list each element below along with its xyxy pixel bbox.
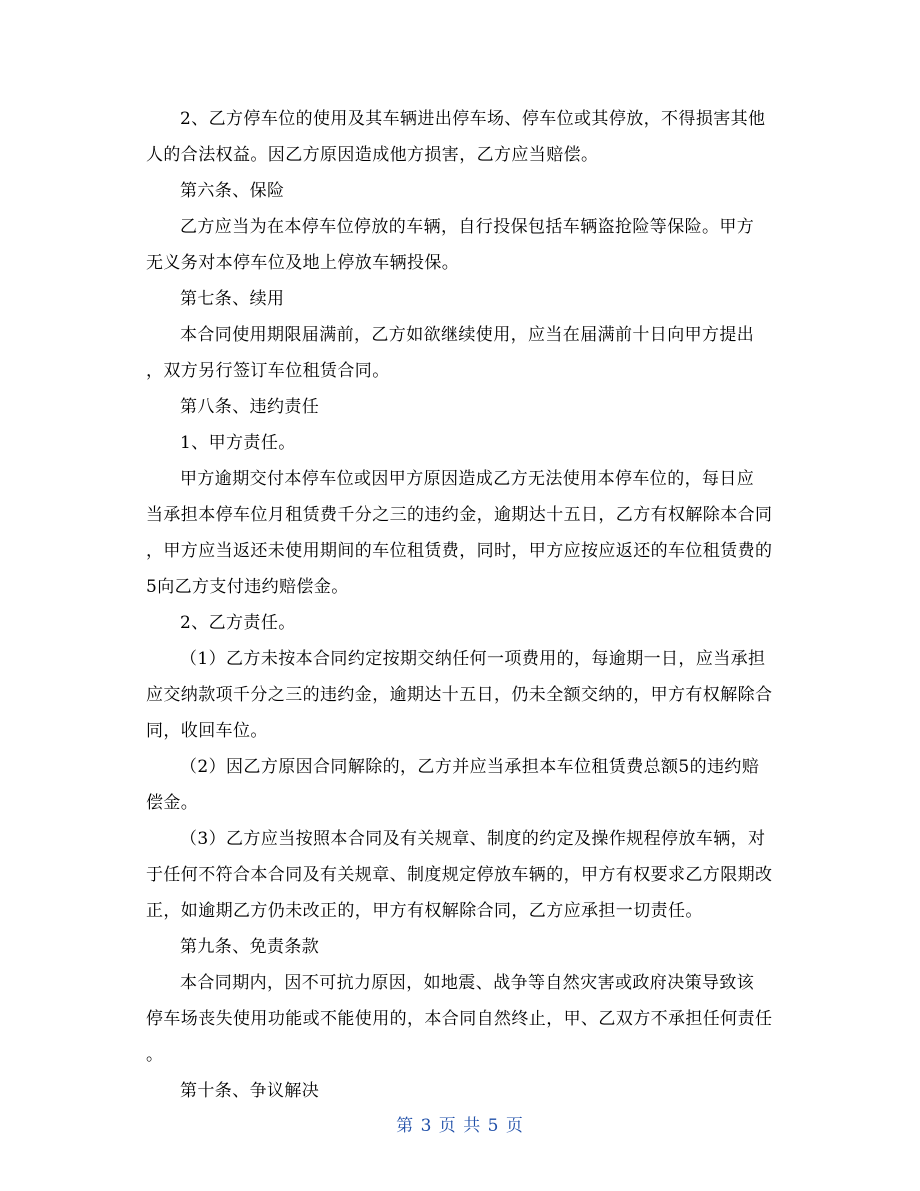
section-heading: 第六条、保险 xyxy=(180,181,285,201)
text-line: 偿金。 xyxy=(146,793,199,813)
text-line: ，双方另行签订车位租赁合同。 xyxy=(146,361,390,381)
text-line: 人的合法权益。因乙方原因造成他方损害，乙方应当赔偿。 xyxy=(146,145,599,165)
text-line: 正，如逾期乙方仍未改正的，甲方有权解除合同，乙方应承担一切责任。 xyxy=(146,901,703,921)
text-line: （2）因乙方原因合同解除的，乙方并应当承担本车位租赁费总额5的违约赔 xyxy=(180,757,760,777)
text-line: 于任何不符合本合同及有关规章、制度规定停放车辆的，甲方有权要求乙方限期改 xyxy=(146,865,773,885)
text-line: （3）乙方应当按照本合同及有关规章、制度的约定及操作规程停放车辆，对 xyxy=(180,829,766,849)
section-heading: 第七条、续用 xyxy=(180,289,285,309)
text-line: （1）乙方未按本合同约定按期交纳任何一项费用的，每逾期一日，应当承担 xyxy=(180,649,766,669)
text-line: 停车场丧失使用功能或不能使用的，本合同自然终止，甲、乙双方不承担任何责任 xyxy=(146,1009,773,1029)
section-heading: 第十条、争议解决 xyxy=(180,1081,320,1101)
page-number-footer: 第 3 页 共 5 页 xyxy=(396,1116,524,1136)
text-line: 应交纳款项千分之三的违约金，逾期达十五日，仍未全额交纳的，甲方有权解除合 xyxy=(146,685,773,705)
text-line: 本合同使用期限届满前，乙方如欲继续使用，应当在届满前十日向甲方提出 xyxy=(180,325,755,345)
text-line: 乙方应当为在本停车位停放的车辆，自行投保包括车辆盗抢险等保险。甲方 xyxy=(180,217,755,237)
text-line: ，甲方应当返还未使用期间的车位租赁费，同时，甲方应按应返还的车位租赁费的 xyxy=(146,541,773,561)
section-heading: 第八条、违约责任 xyxy=(180,397,320,417)
section-heading: 第九条、免责条款 xyxy=(180,937,320,957)
text-line: 。 xyxy=(146,1045,164,1065)
text-line: 2、乙方停车位的使用及其车辆进出停车场、停车位或其停放，不得损害其他 xyxy=(180,109,766,129)
text-line: 2、乙方责任。 xyxy=(180,613,296,633)
text-line: 本合同期内，因不可抗力原因，如地震、战争等自然灾害或政府决策导致该 xyxy=(180,973,755,993)
text-line: 当承担本停车位月租赁费千分之三的违约金，逾期达十五日，乙方有权解除本合同 xyxy=(146,505,773,525)
text-line: 甲方逾期交付本停车位或因甲方原因造成乙方无法使用本停车位的，每日应 xyxy=(180,469,755,489)
text-line: 5向乙方支付违约赔偿金。 xyxy=(146,577,349,597)
text-line: 同，收回车位。 xyxy=(146,721,268,741)
text-line: 无义务对本停车位及地上停放车辆投保。 xyxy=(146,253,460,273)
text-line: 1、甲方责任。 xyxy=(180,433,296,453)
